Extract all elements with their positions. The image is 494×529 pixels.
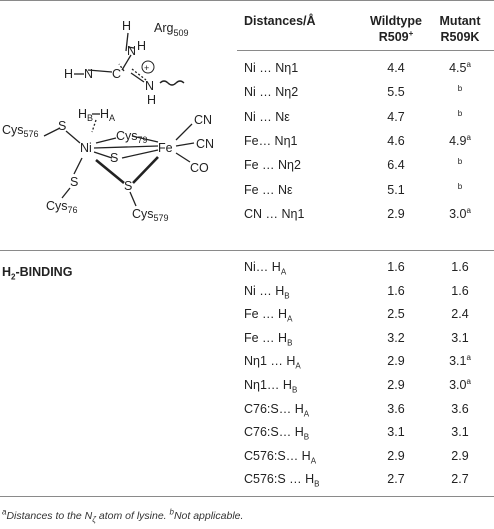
s-atom: S <box>110 151 119 165</box>
wildtype-value: 5.1 <box>387 182 405 197</box>
header-mutant-line2: R509K <box>440 30 480 44</box>
wildtype-value: 1.6 <box>387 260 405 274</box>
header-mutant-line1: Mutant <box>439 14 481 28</box>
distance-label: Fe… Nη1 <box>244 133 298 148</box>
arg-label: Arg$_{509}$ <box>154 21 189 38</box>
n-atom: N <box>145 79 155 93</box>
h-atom: H <box>147 93 157 107</box>
wildtype-value: 3.2 <box>387 330 405 345</box>
mutant-value: 2.9 <box>451 448 469 463</box>
mutant-value: b <box>457 157 463 167</box>
distance-label: Ni… $H_A$ <box>244 260 287 277</box>
header-distances: Distances/Å <box>244 14 316 28</box>
distance-label: C576:S… $H_A$ <box>244 448 317 466</box>
header-wildtype-line1: Wildtype <box>370 14 422 28</box>
hb-label: $H_B$ <box>78 107 94 123</box>
header-wildtype-line2: R509+ <box>378 28 414 44</box>
section-h2-binding: $H_2$-BINDING <box>2 265 73 282</box>
mutant-value: b <box>457 108 463 118</box>
wildtype-value: 4.6 <box>387 133 405 148</box>
table-footnote: $^a$Distances to the $N_\zeta$ atom of lysine. $^b$Not applicable. <box>2 507 244 525</box>
distance-label: Nη1… $H_B$ <box>244 378 298 395</box>
plus-sign: + <box>144 63 150 73</box>
wildtype-value: 2.9 <box>387 448 405 463</box>
wildtype-value: 4.7 <box>387 109 405 124</box>
mutant-value: b <box>457 181 463 191</box>
mutant-value: 3.1$^a$ <box>449 353 471 369</box>
wildtype-value: 2.5 <box>387 307 405 322</box>
ha-label: $H_A$ <box>100 107 116 123</box>
ni-atom: Ni <box>80 141 92 155</box>
mutant-value: 4.5$^a$ <box>449 59 471 75</box>
distance-label: Ni … Nη2 <box>244 85 299 100</box>
wildtype-value: 6.4 <box>387 158 405 173</box>
s-atom: S <box>70 175 79 189</box>
mutant-value: 1.6 <box>451 260 469 274</box>
mutant-value: 3.0$^a$ <box>449 376 471 392</box>
h-atom: H <box>122 19 132 33</box>
mutant-value: 3.6 <box>451 401 469 416</box>
s-atom: S <box>124 179 133 193</box>
active-site-structure-diagram <box>0 0 232 240</box>
header-wildtype <box>366 13 426 45</box>
wildtype-value: 3.6 <box>387 401 405 416</box>
distance-label: Fe … Nη2 <box>244 158 301 173</box>
wildtype-value: 1.6 <box>387 283 405 298</box>
cn-ligand: CN <box>196 137 215 151</box>
mutant-value: 3.1 <box>451 330 469 345</box>
distance-label: Ni … $H_B$ <box>244 283 290 301</box>
distance-label: Ni … Nη1 <box>244 61 299 75</box>
distance-label: Fe … $H_B$ <box>244 330 293 348</box>
mutant-value: 4.9$^a$ <box>449 132 471 148</box>
wildtype-value: 2.7 <box>387 472 405 487</box>
wildtype-value: 2.9 <box>387 378 405 392</box>
distance-label: C76:S… $H_A$ <box>244 401 310 419</box>
cys76-label: Cys$_{76}$ <box>46 199 78 215</box>
distance-label: Ni … Nε <box>244 109 290 124</box>
header-rule <box>237 50 494 51</box>
section-rule <box>0 250 494 251</box>
n-atom: N <box>84 67 94 81</box>
h-atom: H <box>137 39 147 53</box>
h-atom: H <box>64 67 74 81</box>
distance-label: C576:S … $H_B$ <box>244 472 320 489</box>
cn-ligand: CN <box>194 113 213 127</box>
distance-label: Nη1 … $H_A$ <box>244 354 301 371</box>
wildtype-value: 4.4 <box>387 61 405 75</box>
header-mutant <box>426 13 494 45</box>
fe-atom: Fe <box>158 141 173 155</box>
distance-label: CN … Nη1 <box>244 206 305 221</box>
cys576-label: Cys$_{576}$ <box>2 123 39 139</box>
distance-label: C76:S… $H_B$ <box>244 425 310 442</box>
n-atom: N <box>127 44 137 58</box>
wildtype-value: 3.1 <box>387 425 405 440</box>
distance-label: Fe … $H_A$ <box>244 307 293 324</box>
mutant-value: 2.7 <box>451 472 469 487</box>
mutant-value: 2.4 <box>451 307 469 322</box>
distance-label: Fe … Nε <box>244 182 293 197</box>
mutant-value: 1.6 <box>451 283 469 298</box>
co-ligand: CO <box>190 161 209 175</box>
wildtype-value: 5.5 <box>387 85 405 100</box>
wildtype-value: 2.9 <box>387 206 405 221</box>
s-atom: S <box>58 119 67 133</box>
cys79-label: Cys$_{79}$ <box>116 129 148 145</box>
bottom-rule <box>0 496 494 497</box>
wildtype-value: 2.9 <box>387 354 405 369</box>
cys579-label: Cys$_{579}$ <box>132 207 169 223</box>
mutant-value: 3.1 <box>451 425 469 440</box>
mutant-value: 3.0$^a$ <box>449 205 471 221</box>
c-atom: C <box>112 67 122 81</box>
mutant-value: b <box>457 84 463 94</box>
